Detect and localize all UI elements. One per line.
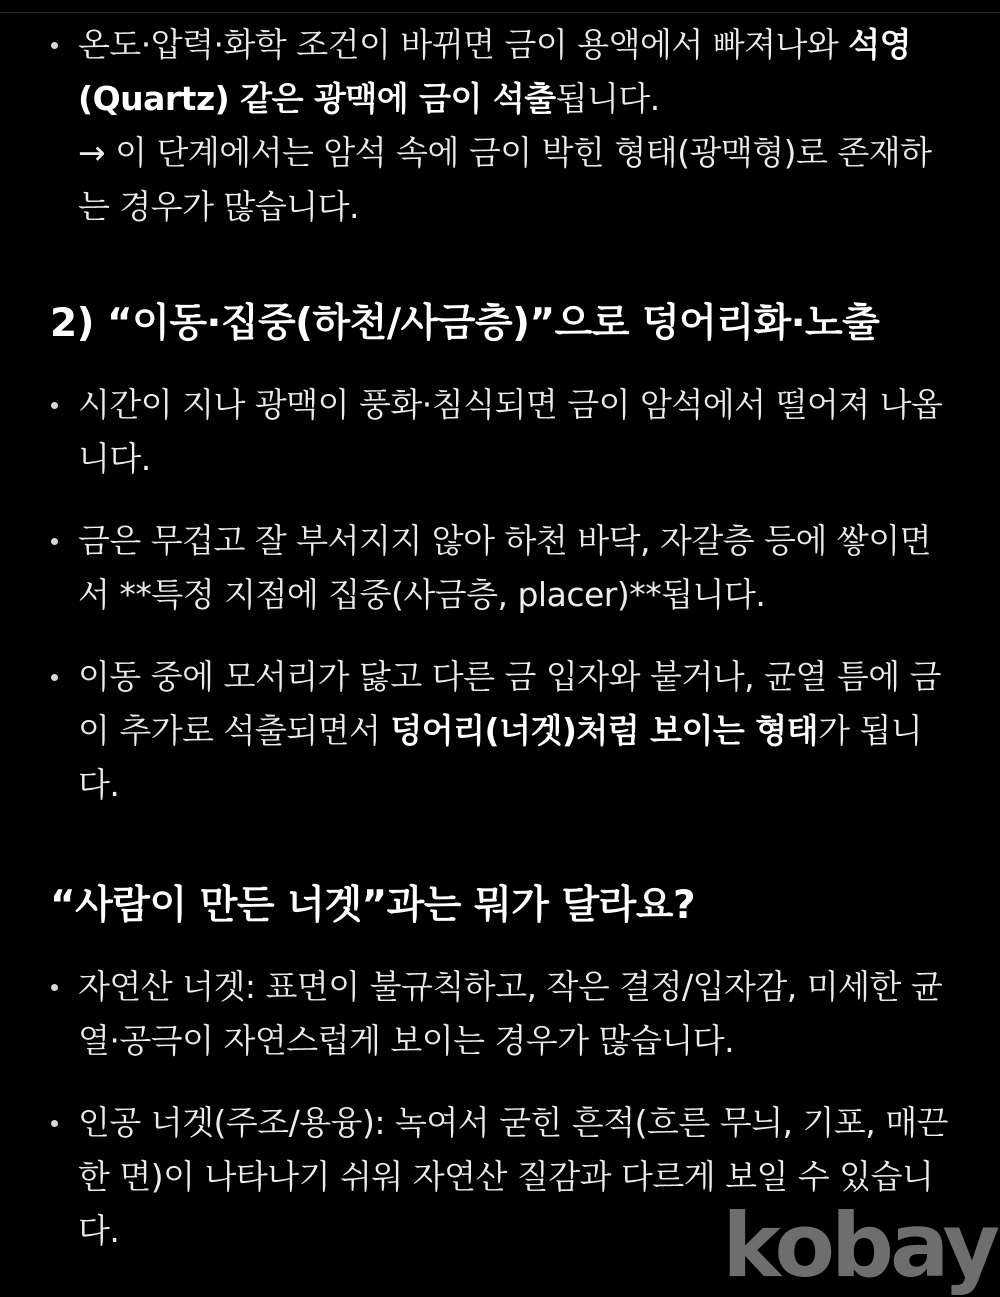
bullet-icon bbox=[51, 984, 58, 991]
bullet-icon bbox=[51, 674, 58, 681]
list-item bbox=[50, 514, 960, 622]
bullet-icon bbox=[51, 42, 58, 49]
section-heading: 2) “이동·집중(하천/사금층)”으로 덩어리화·노출 bbox=[50, 301, 880, 346]
item-text-bold: 덩어리(너겟)처럼 보이는 형태 bbox=[390, 711, 819, 750]
section-heading: “사람이 만든 너겟”과는 뭐가 달라요? bbox=[50, 883, 696, 928]
list-item bbox=[50, 650, 960, 812]
bullet-icon bbox=[51, 538, 58, 545]
item-text: 시간이 지나 광맥이 풍화·침식되면 금이 암석에서 떨어져 나옵니다. bbox=[78, 385, 943, 478]
item-text-post: 가 됩니다. bbox=[78, 711, 923, 804]
item-subnote: → 이 단계에서는 암석 속에 금이 박힌 형태(광맥형)로 존재하는 경우가 많습니다. bbox=[78, 133, 932, 226]
item-text-bold: 석영(Quartz) 같은 광맥에 금이 석출 bbox=[78, 25, 911, 118]
item-text-pre: 온도·압력·화학 조건이 바뀌면 금이 용액에서 빠져나와 bbox=[78, 25, 849, 64]
article-body bbox=[50, 18, 960, 1258]
item-text-pre: 이동 중에 모서리가 닳고 다른 금 입자와 붙거나, 균열 틈에 금이 추가로 석출되면서 bbox=[78, 657, 941, 750]
bullet-icon bbox=[51, 1120, 58, 1127]
watermark-logo: kobay bbox=[722, 1194, 996, 1297]
bullet-icon bbox=[51, 402, 58, 409]
top-divider bbox=[0, 12, 1000, 13]
list-item bbox=[50, 18, 960, 234]
item-text-post: 됩니다. bbox=[555, 79, 660, 118]
bullet-list-1 bbox=[50, 18, 960, 234]
list-item bbox=[50, 378, 960, 486]
item-text: 자연산 너겟: 표면이 불규칙하고, 작은 결정/입자감, 미세한 균열·공극이 자연스럽게 보이는 경우가 많습니다. bbox=[78, 967, 943, 1060]
item-text: 인공 너겟(주조/용융): 녹여서 굳힌 흔적(흐른 무늬, 기포, 매끈한 면)이 나타나기 쉬워 자연산 질감과 다르게 보일 수 있습니다. bbox=[78, 1103, 948, 1250]
list-item bbox=[50, 960, 960, 1068]
bullet-list-2 bbox=[50, 378, 960, 812]
item-text: 금은 무겁고 잘 부서지지 않아 하천 바닥, 자갈층 등에 쌓이면서 **특정 지점에 집중(사금층, placer)**됩니다. bbox=[78, 521, 931, 614]
